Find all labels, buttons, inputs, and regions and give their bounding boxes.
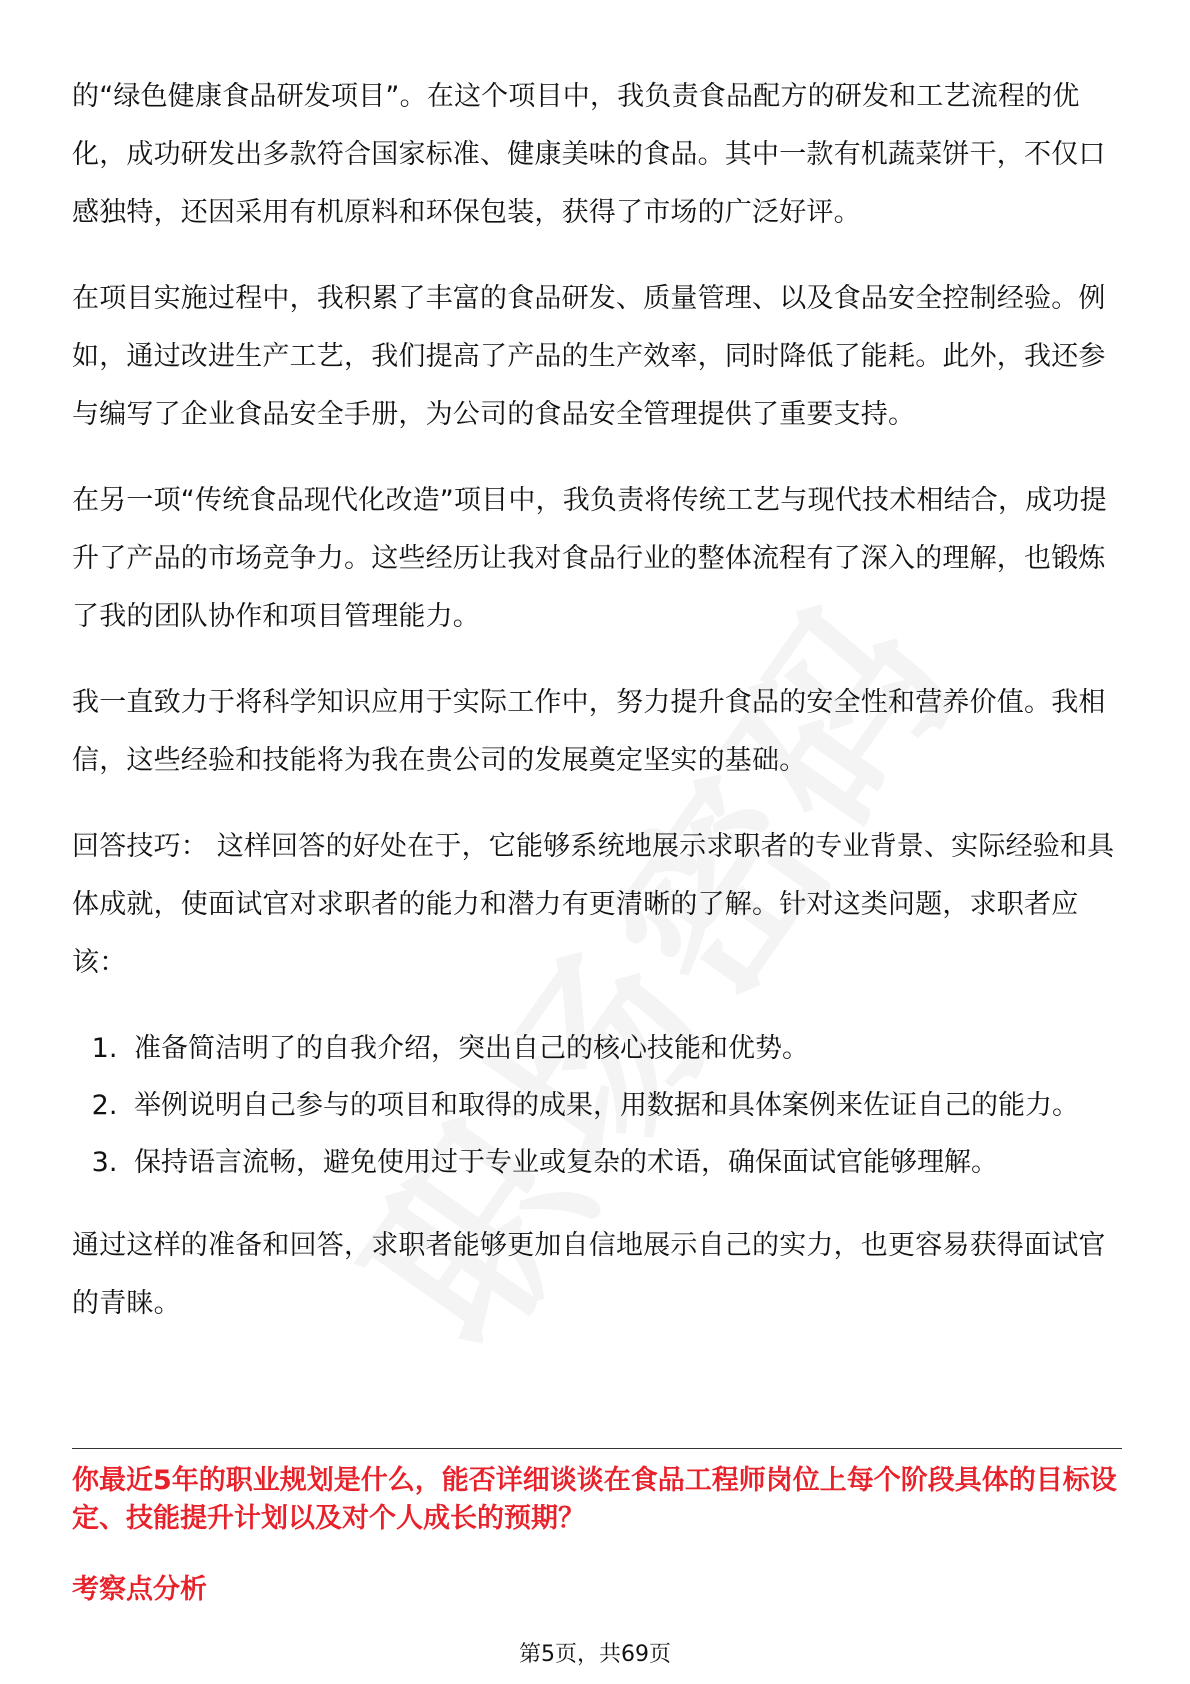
document-body: [72, 68, 1122, 1361]
paragraph-experience: 在项目实施过程中，我积累了丰富的食品研发、质量管理、以及食品安全控制经验。例如，通过改进生产工艺，我们提高了产品的生产效率，同时降低了能耗。此外，我还参与编写了企业食品安全手册，为公司的食品安全管理提供了重要支持。: [72, 283, 1106, 430]
list-item: 2. 举例说明自己参与的项目和取得的成果，用数据和具体案例来佐证自己的能力。: [126, 1077, 1122, 1134]
next-question-heading: 你最近5年的职业规划是什么，能否详细谈谈在食品工程师岗位上每个阶段具体的目标设定、技能提升计划以及对个人成长的预期？: [72, 1465, 1117, 1534]
list-item: 1. 准备简洁明了的自我介绍，突出自己的核心技能和优势。: [126, 1020, 1122, 1077]
paragraph-green-food-project: 的“绿色健康食品研发项目”。在这个项目中，我负责食品配方的研发和工艺流程的优化，成功研发出多款符合国家标准、健康美味的食品。其中一款有机蔬菜饼干，不仅口感独特，还因采用有机原料和环保包装，获得了市场的广泛好评。: [72, 81, 1106, 228]
page-number: 第5页，共69页: [519, 1642, 671, 1667]
list-item: 3. 保持语言流畅，避免使用过于专业或复杂的术语，确保面试官能够理解。: [126, 1134, 1122, 1191]
section-divider: [72, 1448, 1122, 1449]
paragraph-conclusion: 通过这样的准备和回答，求职者能够更加自信地展示自己的实力，也更容易获得面试官的青睐。: [72, 1230, 1106, 1319]
paragraph-answer-tips: 回答技巧： 这样回答的好处在于，它能够系统地展示求职者的专业背景、实际经验和具体成就，使面试官对求职者的能力和潜力有更清晰的了解。针对这类问题，求职者应该：: [72, 831, 1115, 978]
paragraph-commitment: 我一直致力于将科学知识应用于实际工作中，努力提升食品的安全性和营养价值。我相信，这些经验和技能将为我在贵公司的发展奠定坚实的基础。: [72, 687, 1106, 776]
paragraph-traditional-food-project: 在另一项“传统食品现代化改造”项目中，我负责将传统工艺与现代技术相结合，成功提升了产品的市场竞争力。这些经历让我对食品行业的整体流程有了深入的理解，也锻炼了我的团队协作和项目管理能力。: [72, 485, 1107, 632]
tips-list: [72, 1020, 1122, 1191]
section-title: 考察点分析: [72, 1574, 207, 1605]
